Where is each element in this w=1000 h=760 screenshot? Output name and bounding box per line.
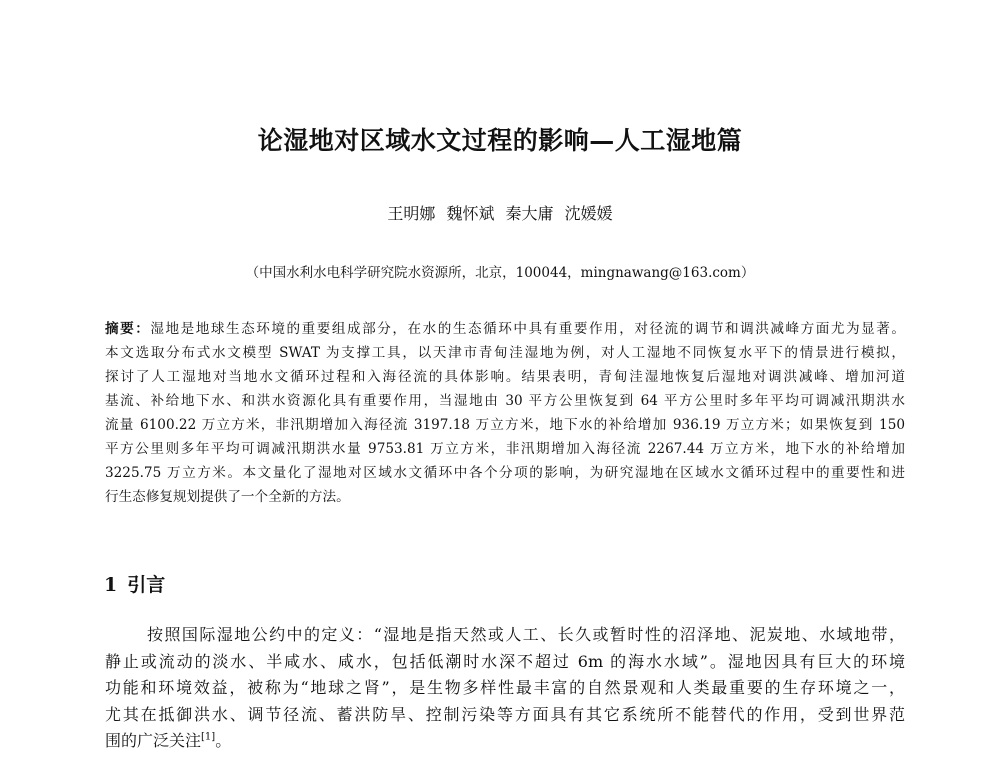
section-heading-introduction <box>104 570 165 597</box>
citation-link[interactable]: [1] <box>201 731 216 743</box>
abstract-label: 摘要： <box>105 321 151 337</box>
abstract-line: 平方公里则多年平均可调减汛期洪水量 9753.81 万立方米，非汛期增加入海径流 2267.44 万立方米，地下水的补给增加 <box>105 441 905 457</box>
body-line: 按照国际湿地公约中的定义：“湿地是指天然或人工、长久或暂时性的沼泽地、泥炭地、水域地带， <box>147 625 905 644</box>
paper-title: 论湿地对区域水文过程的影响—人工湿地篇 <box>257 126 743 155</box>
section-number: 1 <box>104 574 118 596</box>
abstract-line: 流量 6100.22 万立方米，非汛期增加入海径流 3197.18 万立方米，地下水的补给增加 936.19 万立方米；如果恢复到 150 <box>105 417 905 433</box>
abstract-line: 探讨了人工湿地对当地水文循环过程和入海径流的具体影响。结果表明，青甸洼湿地恢复后湿地对调洪减峰、增加河道 <box>105 369 905 385</box>
body-line: 围的广泛关注[1]。 <box>105 731 232 750</box>
abstract-line: 摘要：湿地是地球生态环境的重要组成部分，在水的生态循环中具有重要作用，对径流的调节和调洪减峰方面尤为显著。 <box>105 321 906 337</box>
body-line: 静止或流动的淡水、半咸水、咸水，包括低潮时水深不超过 6m 的海水水域”。湿地因具有巨大的环境 <box>105 651 905 671</box>
body-line: 尤其在抵御洪水、调节径流、蓄洪防旱、控制污染等方面具有其它系统所不能替代的作用，受到世界范 <box>105 704 905 724</box>
author-list: 王明娜 魏怀斌 秦大庸 沈媛媛 <box>387 204 613 223</box>
body-line: 功能和环境效益，被称为“地球之肾”，是生物多样性最丰富的自然景观和人类最重要的生存环境之一， <box>105 678 905 697</box>
affiliation: （中国水利水电科学研究院水资源所，北京，100044，mingnawang@163.com） <box>245 265 755 281</box>
abstract-line: 本文选取分布式水文模型 SWAT 为支撑工具，以天津市青甸洼湿地为例，对人工湿地不同恢复水平下的情景进行模拟， <box>105 345 905 361</box>
abstract-line: 基流、补给地下水、和洪水资源化具有重要作用，当湿地由 30 平方公里恢复到 64 平方公里时多年平均可调减汛期洪水 <box>105 393 905 409</box>
abstract-line: 行生态修复规划提供了一个全新的方法。 <box>105 489 350 505</box>
abstract <box>105 317 905 509</box>
section-title: 引言 <box>127 574 166 596</box>
introduction-paragraph <box>105 622 905 755</box>
abstract-line: 3225.75 万立方米。本文量化了湿地对区域水文循环中各个分项的影响，为研究湿地在区域水文循环过程中的重要性和进 <box>105 465 905 481</box>
